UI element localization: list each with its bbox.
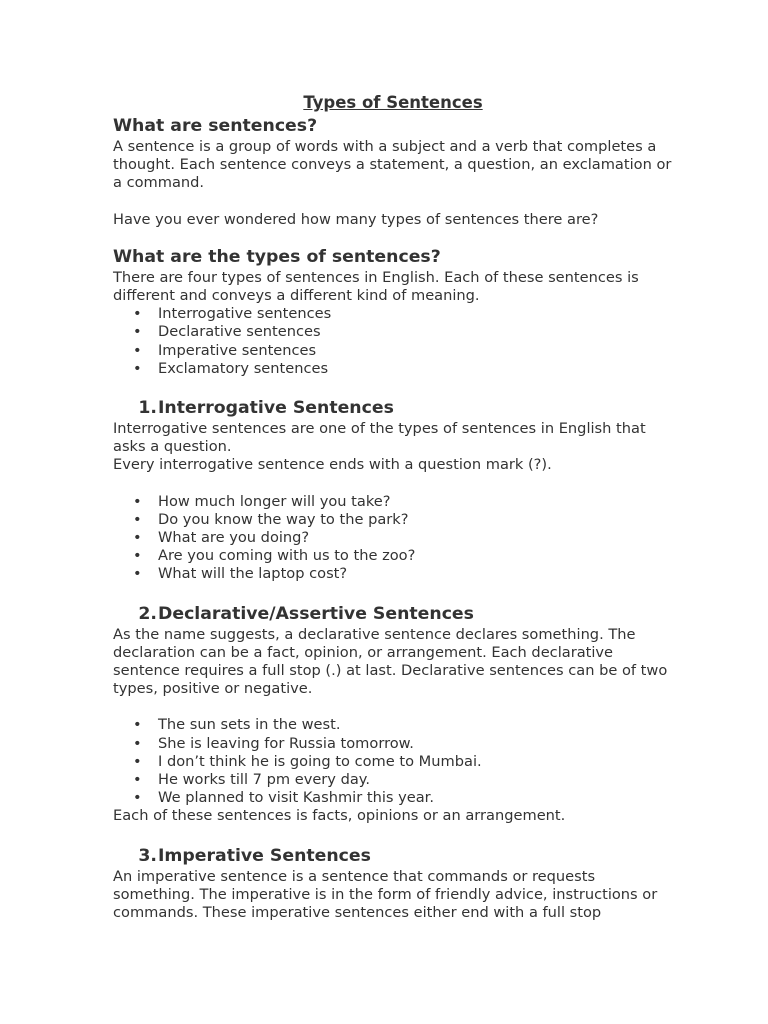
document-title: Types of Sentences (303, 93, 483, 112)
paragraph-imperative-definition: An imperative sentence is a sentence that commands or requests something. The imperative is in the form of friendly advice, instructions or commands. These imperative sentences either end with a full stop (113, 867, 658, 922)
list-item-text: What will the laptop cost? (158, 565, 348, 583)
list-item-text: Interrogative sentences (158, 305, 332, 323)
list-item (113, 323, 673, 341)
bullet-icon: • (133, 734, 142, 752)
bullet-icon: • (133, 529, 142, 547)
list-item (113, 716, 673, 734)
list-item (113, 753, 673, 771)
list-item-text: Are you coming with us to the zoo? (158, 547, 416, 565)
paragraph-four-types: There are four types of sentences in English. Each of these sentences is different and conveys a different kind of meaning. (113, 268, 639, 305)
bullet-icon: • (133, 359, 142, 377)
section-heading-text: Imperative Sentences (158, 845, 371, 866)
list-item-text: How much longer will you take? (158, 492, 391, 510)
types-list (113, 305, 673, 378)
paragraph-interrogative-definition: Interrogative sentences are one of the types of sentences in English that asks a question. (113, 420, 646, 456)
bullet-icon: • (133, 341, 142, 359)
section-number: 1. (138, 398, 157, 419)
paragraph-declarative-definition: As the name suggests, a declarative sentence declares something. The declaration can be a fact, opinion, or arrangement. Each declarative sentence requires a full stop (.) at last. Declarative sentences can be of two types, positive or negative. (113, 625, 668, 698)
section-number: 2. (138, 603, 157, 624)
heading-imperative (113, 844, 673, 868)
list-item (113, 771, 673, 789)
paragraph-interrogative-rule: Every interrogative sentence ends with a question mark (?). (113, 456, 552, 474)
blank-line (113, 193, 673, 211)
list-item (113, 342, 673, 360)
blank-line (113, 698, 673, 716)
heading-what-are-sentences: What are sentences? (113, 116, 318, 136)
list-item-text: Do you know the way to the park? (158, 510, 409, 528)
list-item-text: She is leaving for Russia tomorrow. (158, 734, 414, 752)
list-item (113, 493, 673, 511)
bullet-icon: • (133, 492, 142, 510)
list-item-text: Imperative sentences (158, 341, 317, 359)
list-item-text: We planned to visit Kashmir this year. (158, 789, 434, 807)
bullet-icon: • (133, 789, 142, 807)
list-item-text: I don’t think he is going to come to Mumbai. (158, 752, 482, 770)
list-item (113, 511, 673, 529)
heading-declarative (113, 602, 673, 626)
heading-interrogative (113, 396, 673, 420)
section-heading-text: Declarative/Assertive Sentences (158, 603, 474, 624)
paragraph-definition: A sentence is a group of words with a subject and a verb that completes a thought. Each sentence conveys a statement, a question, an exclamation or a command. (113, 138, 672, 192)
list-item-text: The sun sets in the west. (158, 716, 341, 734)
list-item-text: Exclamatory sentences (158, 359, 329, 377)
list-item-text: What are you doing? (158, 529, 310, 547)
bullet-icon: • (133, 716, 142, 734)
paragraph-question: Have you ever wondered how many types of sentences there are? (113, 210, 599, 228)
list-item (113, 360, 673, 378)
interrogative-examples-list (113, 493, 673, 584)
bullet-icon: • (133, 305, 142, 323)
list-item (113, 547, 673, 565)
paragraph-declarative-summary: Each of these sentences is facts, opinions or an arrangement. (113, 807, 566, 825)
list-item-text: He works till 7 pm every day. (158, 771, 370, 789)
declarative-examples-list (113, 716, 673, 807)
list-item (113, 789, 673, 807)
section-number: 3. (138, 845, 157, 866)
document-content (113, 92, 673, 922)
list-item-text: Declarative sentences (158, 323, 321, 341)
list-item (113, 529, 673, 547)
bullet-icon: • (133, 565, 142, 583)
section-heading-text: Interrogative Sentences (158, 398, 394, 419)
bullet-icon: • (133, 510, 142, 528)
heading-types-of-sentences: What are the types of sentences? (113, 246, 441, 267)
bullet-icon: • (133, 771, 142, 789)
blank-line (113, 475, 673, 493)
list-item (113, 305, 673, 323)
bullet-icon: • (133, 547, 142, 565)
bullet-icon: • (133, 323, 142, 341)
list-item (113, 565, 673, 583)
bullet-icon: • (133, 752, 142, 770)
list-item (113, 735, 673, 753)
